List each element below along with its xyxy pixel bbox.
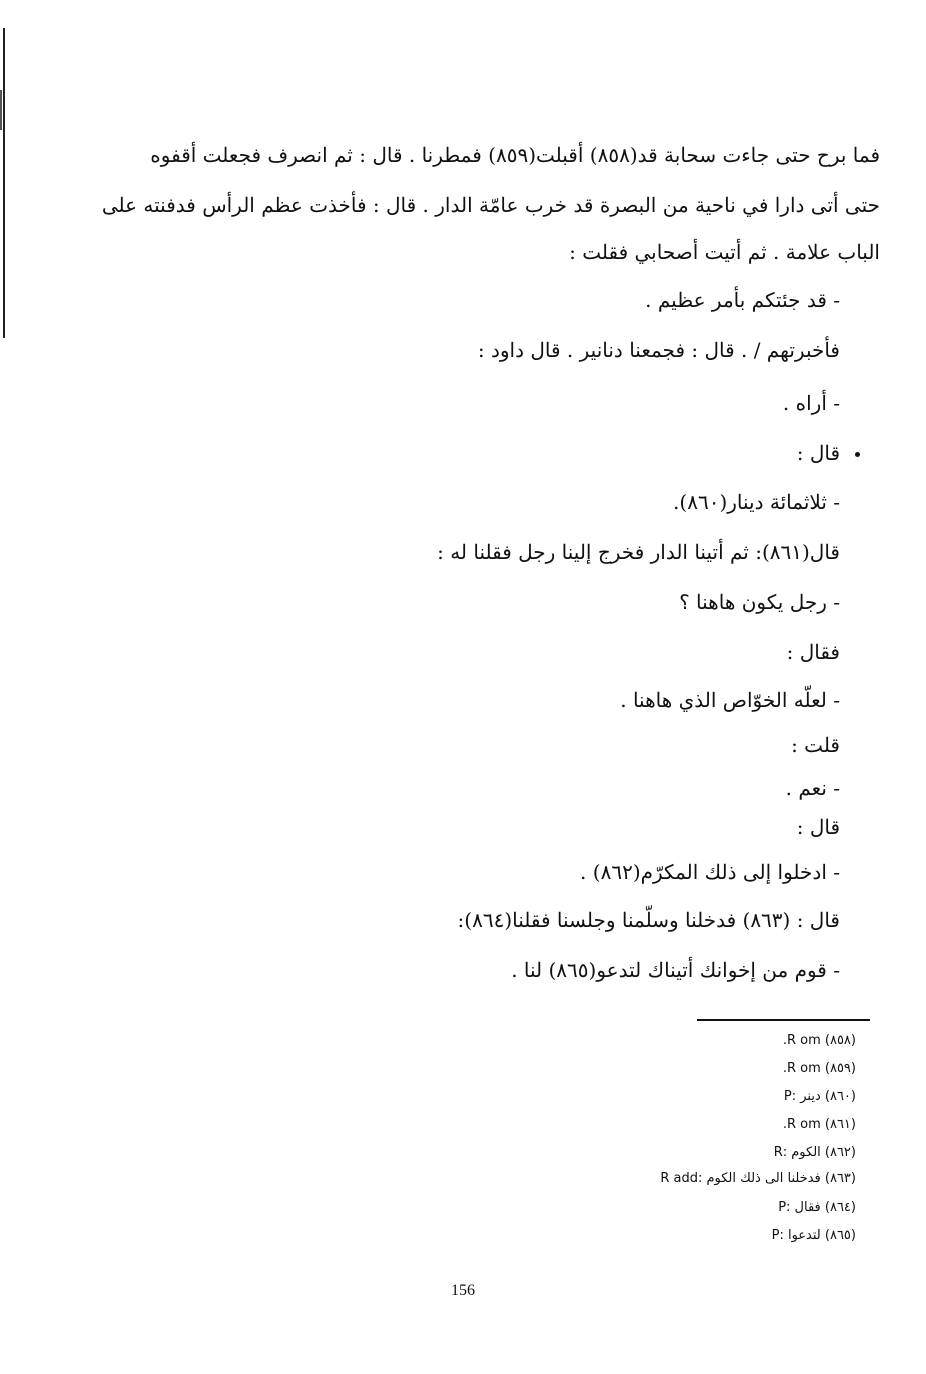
dialogue-line: - قد جئتكم بأمر عظيم . xyxy=(645,288,840,312)
footnote: (٨٦٣) فدخلنا الى ذلك الكوم :R add xyxy=(660,1171,856,1186)
dialogue-line: - رجل يكون هاهنا ؟ xyxy=(679,590,840,614)
footnote: (٨٦٢) الكوم :R xyxy=(773,1145,856,1160)
dialogue-line: - أراه . xyxy=(782,391,840,415)
footnote: (٨٥٨) R om. xyxy=(782,1033,856,1048)
dialogue-line: - ادخلوا إلى ذلك المكرّم(٨٦٢) . xyxy=(580,860,840,884)
paragraph-line-1: فما برح حتى جاءت سحابة قد(٨٥٨) أقبلت(٨٥٩) فمطرنا . قال : ثم انصرف فجعلت أقفوه xyxy=(150,143,880,167)
dialogue-line: - قوم من إخوانك أتيناك لتدعو(٨٦٥) لنا . xyxy=(511,958,840,982)
footnote-rule xyxy=(697,1019,870,1021)
dialogue-line: قال : xyxy=(796,815,840,839)
dialogue-line: قال(٨٦١): ثم أتينا الدار فخرج إلينا رجل فقلنا له : xyxy=(437,540,840,564)
dialogue-line: - ثلاثمائة دينار(٨٦٠). xyxy=(673,490,840,514)
footnote: (٨٦٠) دينر :P xyxy=(783,1089,856,1104)
dialogue-line: - لعلّه الخوّاص الذي هاهنا . xyxy=(620,688,840,712)
scan-margin-line xyxy=(3,28,5,338)
dialogue-line: قال : xyxy=(796,441,840,465)
margin-bullet xyxy=(855,452,860,457)
footnote: (٨٥٩) R om. xyxy=(782,1061,856,1076)
footnote: (٨٦١) R om. xyxy=(782,1117,856,1132)
paragraph-line-2: حتى أتى دارا في ناحية من البصرة قد خرب عامّة الدار . قال : فأخذت عظم الرأس فدفنته على xyxy=(101,193,880,217)
footnote: (٨٦٤) فقال :P xyxy=(778,1200,856,1215)
dialogue-line: فقال : xyxy=(786,640,840,664)
page-number: 156 xyxy=(451,1282,475,1299)
dialogue-line: قال : (٨٦٣) فدخلنا وسلّمنا وجلسنا فقلنا(٨٦٤): xyxy=(457,908,840,932)
main-text xyxy=(101,0,880,1000)
dialogue-line: - نعم . xyxy=(785,776,840,800)
scan-margin-mark xyxy=(0,90,2,130)
dialogue-line: قلت : xyxy=(791,733,840,757)
footnote: (٨٦٥) لتدعوا :P xyxy=(771,1228,856,1243)
dialogue-line: فأخبرتهم / . قال : فجمعنا دنانير . قال داود : xyxy=(477,338,840,362)
paragraph-line-3: الباب علامة . ثم أتيت أصحابي فقلت : xyxy=(569,240,880,264)
